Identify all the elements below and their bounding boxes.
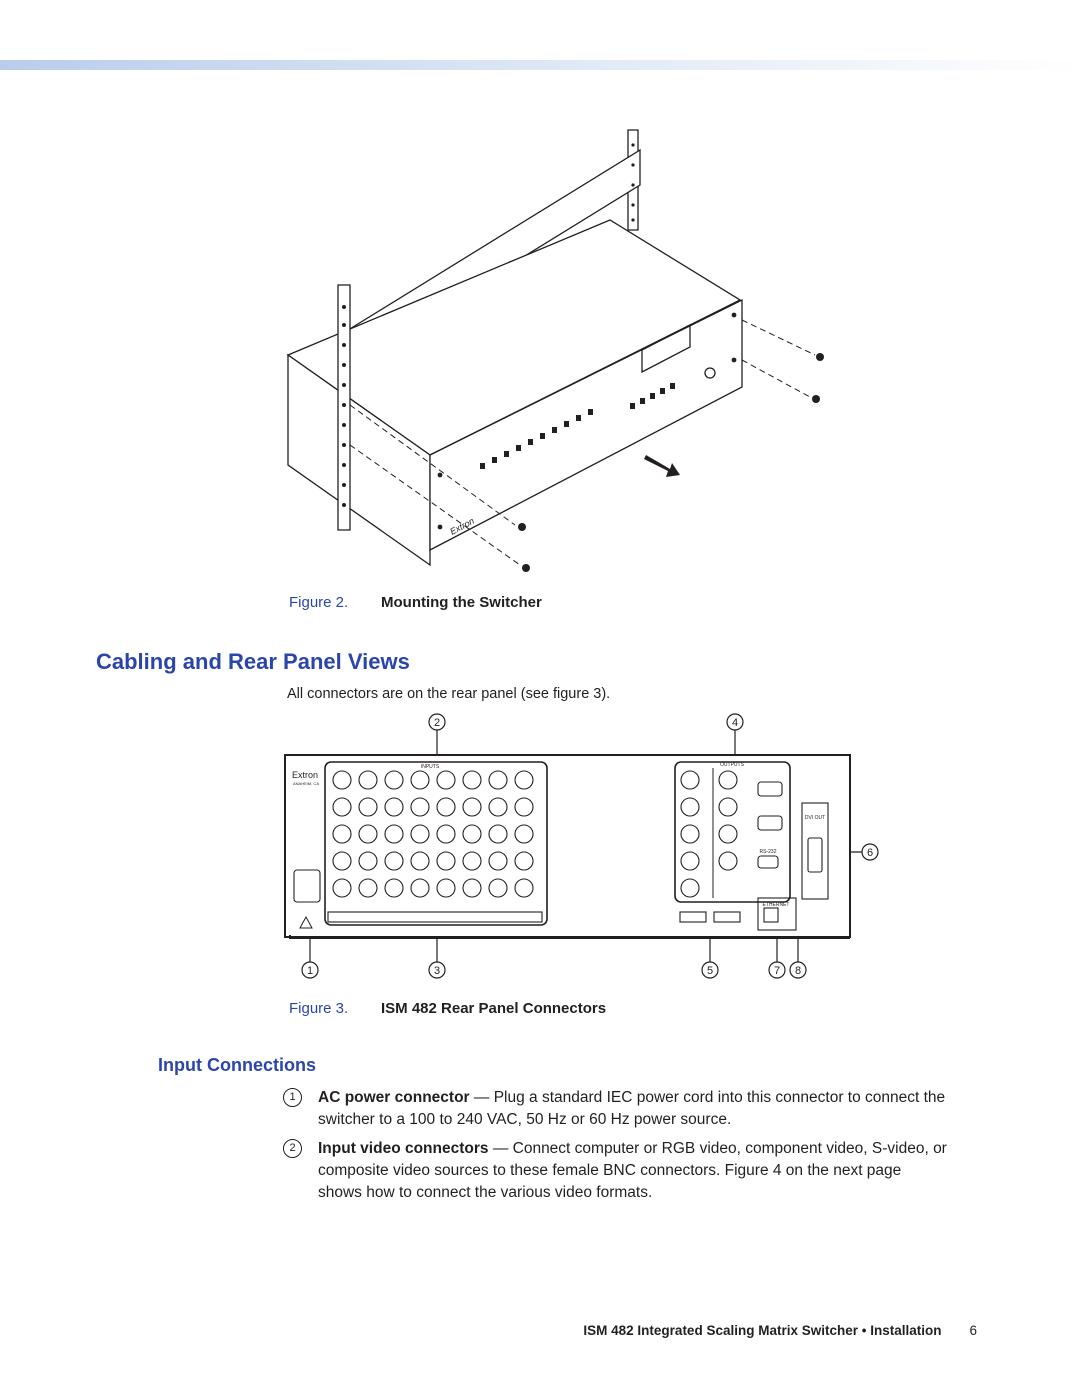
page-footer <box>583 1323 977 1338</box>
section-intro: All connectors are on the rear panel (see figure 3). <box>287 686 611 702</box>
header-accent-bar <box>0 60 1080 70</box>
item-text: — Plug a standard IEC power cord into this connector to connect the switcher to a 100 to 240 VAC, 50 Hz or 60 Hz power source. <box>318 1089 946 1128</box>
callout-2: 2 <box>433 717 441 729</box>
mounting-illustration <box>280 125 840 585</box>
item-number: 1 <box>283 1088 302 1107</box>
callout-5: 5 <box>706 965 714 977</box>
callout-8: 8 <box>794 965 802 977</box>
subsection-heading: Input Connections <box>158 1055 316 1075</box>
figure3-caption <box>289 1000 606 1017</box>
front-panel-brand: Extron <box>448 515 476 537</box>
item-title: AC power connector <box>318 1089 470 1106</box>
callout-7: 7 <box>773 965 781 977</box>
list-item <box>287 1138 947 1204</box>
footer-title: ISM 482 Integrated Scaling Matrix Switcher • Installation <box>583 1323 942 1338</box>
figure2-caption-text: Mounting the Switcher <box>381 594 542 611</box>
callout-4: 4 <box>731 717 739 729</box>
panel-location: ANAHEIM, CA <box>292 781 320 786</box>
item-number: 2 <box>283 1139 302 1158</box>
figure3-label: Figure 3. <box>289 1000 349 1017</box>
item-text: — Connect computer or RGB video, component video, S-video, or composite video sources to these female BNC connectors. Figure 4 on the next page shows how to connect the various video formats. <box>318 1140 947 1201</box>
page-number: 6 <box>969 1323 977 1338</box>
dvi-label: DVI OUT <box>804 815 826 821</box>
figure2-caption <box>289 594 542 611</box>
figure3-caption-text: ISM 482 Rear Panel Connectors <box>381 1000 607 1017</box>
inputs-label: INPUTS <box>420 764 440 770</box>
section-heading: Cabling and Rear Panel Views <box>96 649 410 674</box>
panel-brand: Extron <box>292 770 319 780</box>
callout-3: 3 <box>433 965 441 977</box>
rs232-label: RS-232 <box>759 849 777 855</box>
callout-6: 6 <box>866 847 874 859</box>
list-item <box>287 1087 947 1131</box>
callout-1: 1 <box>306 965 314 977</box>
outputs-label: OUTPUTS <box>720 762 744 768</box>
rear-panel-illustration <box>280 710 880 985</box>
item-title: Input video connectors <box>318 1140 489 1157</box>
figure2-label: Figure 2. <box>289 594 349 611</box>
ethernet-label: ETHERNET <box>762 902 790 908</box>
